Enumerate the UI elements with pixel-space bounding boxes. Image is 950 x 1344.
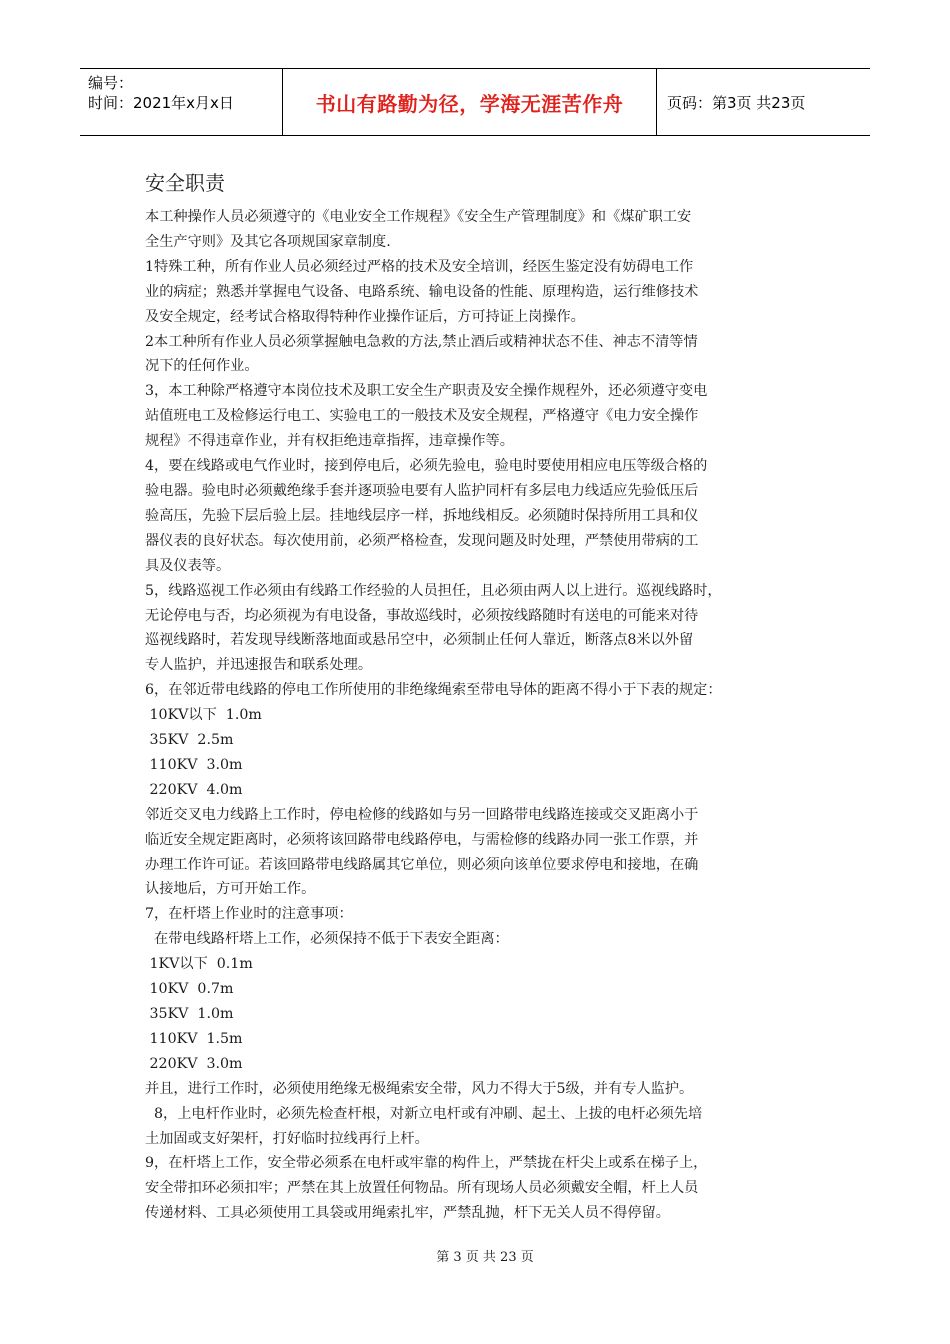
text-line: 无论停电与否，均必须视为有电设备，事故巡线时，必须按线路随时有送电的可能来对待 bbox=[145, 607, 699, 624]
text-line: 6，在邻近带电线路的停电工作所使用的非绝缘绳索至带电导体的距离不得小于下表的规定： bbox=[145, 682, 722, 699]
document-text bbox=[145, 205, 810, 1226]
text-line: 巡视线路时，若发现导线断落地面或悬吊空中，必须制止任何人靠近，断落点8米以外留 bbox=[145, 632, 694, 649]
document-body bbox=[145, 168, 810, 1226]
text-line: 临近安全规定距离时，必须将该回路带电线路停电，与需检修的线路办同一张工作票，并 bbox=[145, 831, 699, 848]
text-line: 并且，进行工作时，必须使用绝缘无极绳索安全带，风力不得大于5级，并有专人监护。 bbox=[145, 1080, 694, 1097]
text-line: 2本工种所有作业人员必须掌握触电急救的方法,禁止酒后或精神状态不佳、神志不清等情 bbox=[145, 333, 698, 350]
text-line: 土加固或支好架杆，打好临时拉线再行上杆。 bbox=[145, 1130, 429, 1147]
document-title: 安全职责 bbox=[145, 171, 225, 195]
text-line: 35KV 1.0m bbox=[145, 1006, 234, 1022]
time-label: 时间：2021年x月x日 bbox=[88, 94, 234, 112]
text-line: 办理工作许可证。若该回路带电线路属其它单位，则必须向该单位要求停电和接地，在确 bbox=[145, 856, 699, 873]
text-line: 3，本工种除严格遵守本岗位技术及职工安全生产职责及安全操作规程外，还必须遵守变电 bbox=[145, 383, 708, 400]
text-line: 10KV以下 1.0m bbox=[145, 707, 262, 724]
text-line: 规程》不得违章作业，并有权拒绝违章指挥，违章操作等。 bbox=[145, 433, 514, 450]
text-line: 邻近交叉电力线路上工作时，停电检修的线路如与另一回路带电线路连接或交叉距离小于 bbox=[145, 806, 699, 823]
header-page-info: 页码：第3页 共23页 bbox=[667, 93, 806, 112]
text-line: 5，线路巡视工作必须由有线路工作经验的人员担任，且必须由两人以上进行。巡视线路时， bbox=[145, 582, 722, 599]
text-line: 全生产守则》及其它各项规国家章制度. bbox=[145, 233, 391, 250]
text-line: 35KV 2.5m bbox=[145, 732, 234, 749]
serial-label: 编号： bbox=[88, 74, 134, 92]
text-line: 及安全规定，经考试合格取得特种作业操作证后，方可持证上岗操作。 bbox=[145, 308, 585, 325]
text-line: 况下的任何作业。 bbox=[145, 358, 259, 375]
text-line: 9，在杆塔上工作，安全带必须系在电杆或牢靠的构件上，严禁拢在杆尖上或系在梯子上， bbox=[145, 1155, 708, 1172]
header-meta bbox=[80, 69, 283, 135]
text-line: 220KV 3.0m bbox=[145, 1055, 243, 1072]
text-line: 110KV 3.0m bbox=[145, 756, 243, 773]
text-line: 具及仪表等。 bbox=[145, 557, 231, 574]
page-header bbox=[80, 68, 870, 136]
text-line: 1特殊工种，所有作业人员必须经过严格的技术及安全培训，经医生鉴定没有妨碍电工作 bbox=[145, 258, 694, 275]
page-footer: 第 3 页 共 23 页 bbox=[436, 1250, 534, 1265]
header-motto: 书山有路勤为径，学海无涯苦作舟 bbox=[283, 69, 657, 135]
text-line: 安全带扣环必须扣牢；严禁在其上放置任何物品。所有现场人员必须戴安全帽，杆上人员 bbox=[145, 1180, 699, 1197]
text-line: 站值班电工及检修运行电工、实验电工的一般技术及安全规程，严格遵守《电力安全操作 bbox=[145, 408, 699, 425]
text-line: 认接地后，方可开始工作。 bbox=[145, 881, 316, 898]
text-line: 专人监护，并迅速报告和联系处理。 bbox=[145, 657, 373, 674]
text-line: 1KV以下 0.1m bbox=[145, 956, 253, 973]
text-line: 4，要在线路或电气作业时，接到停电后，必须先验电，验电时要使用相应电压等级合格的 bbox=[145, 458, 708, 475]
text-line: 传递材料、工具必须使用工具袋或用绳索扎牢，严禁乱抛，杆下无关人员不得停留。 bbox=[145, 1205, 670, 1222]
text-line: 验高压，先验下层后验上层。挂地线层序一样，拆地线相反。必须随时保持所用工具和仪 bbox=[145, 507, 699, 524]
text-line: 业的病症；熟悉并掌握电气设备、电路系统、输电设备的性能、原理构造，运行维修技术 bbox=[145, 283, 699, 300]
text-line: 验电器。验电时必须戴绝缘手套并逐项验电要有人监护同杆有多层电力线适应先验低压后 bbox=[145, 482, 699, 499]
text-line: 8，上电杆作业时，必须先检查杆根，对新立电杆或有冲刷、起土、上拔的电杆必须先培 bbox=[145, 1105, 703, 1122]
text-line: 220KV 4.0m bbox=[145, 781, 243, 798]
text-line: 在带电线路杆塔上工作，必须保持不低于下表安全距离： bbox=[145, 931, 509, 948]
text-line: 器仪表的良好状态。每次使用前，必须严格检查，发现问题及时处理，严禁使用带病的工 bbox=[145, 532, 699, 549]
text-line: 10KV 0.7m bbox=[145, 981, 234, 998]
text-line: 110KV 1.5m bbox=[145, 1030, 243, 1047]
text-line: 本工种操作人员必须遵守的《电业安全工作规程》《安全生产管理制度》和《煤矿职工安 bbox=[145, 209, 692, 225]
text-line: 7，在杆塔上作业时的注意事项： bbox=[145, 906, 353, 923]
